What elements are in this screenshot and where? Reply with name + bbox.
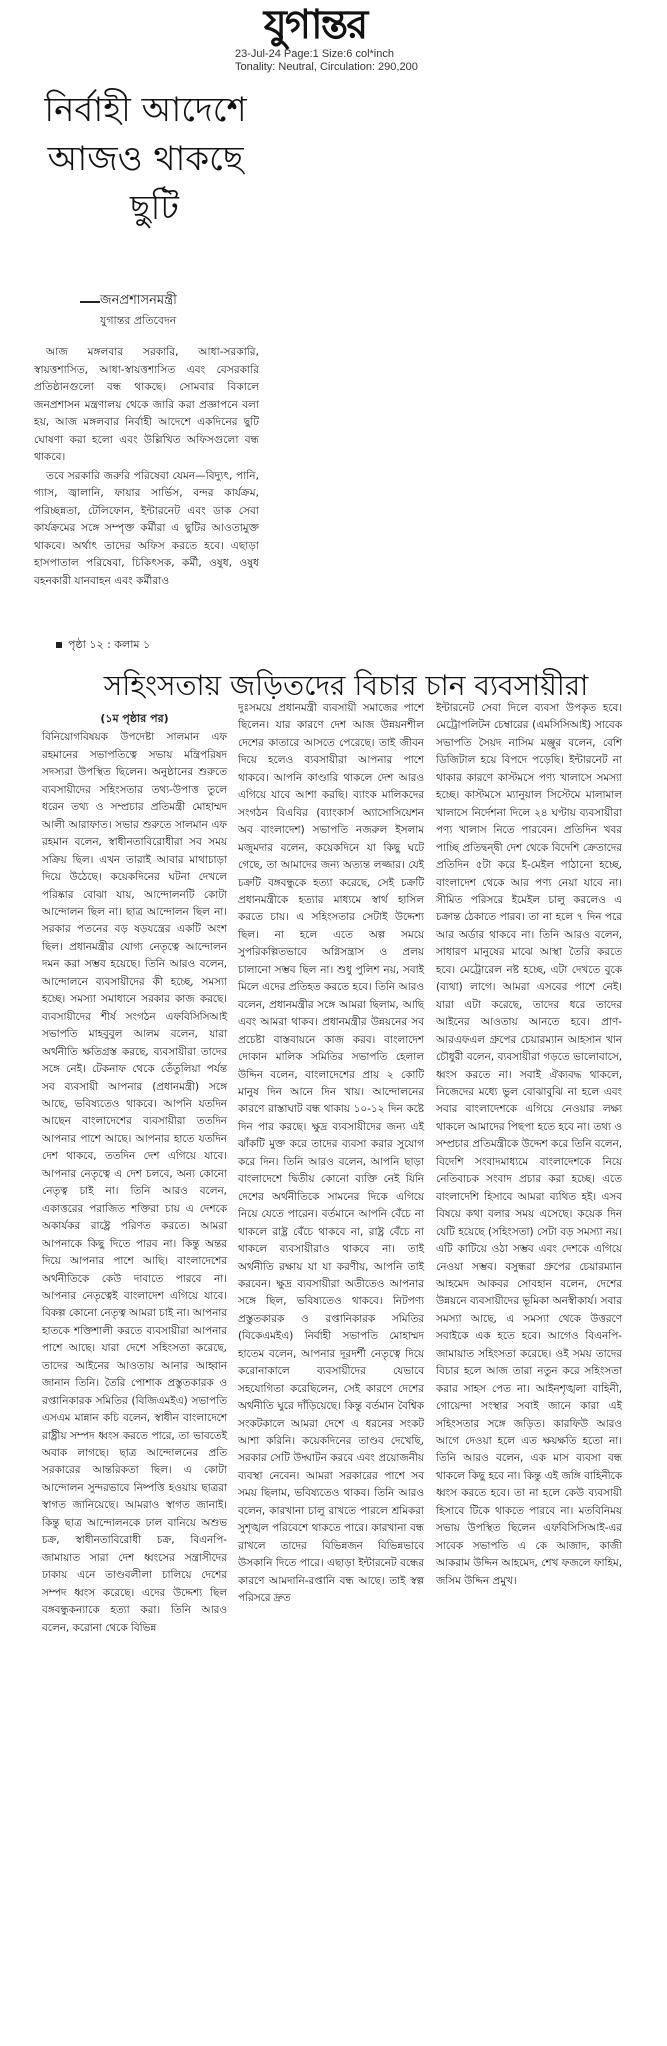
continuation-note (56, 636, 150, 655)
main-headline: সহিংসতায় জড়িতদের বিচার চান ব্যবসায়ীরা (103, 669, 589, 702)
article-column-2 (238, 700, 424, 1608)
newspaper-masthead: যুগান্তর (263, 1, 367, 48)
column-text: দুঃসময়ে প্রধানমন্ত্রী ব্যবসায়ী সমাজের পাশে ছিলেন। যার কারণে দেশ আজ উন্নয়নশীল দেশের কাতারে আসতে পেরেছে। তাই জীবন দিয়ে হলেও ব্যবসায়ীরা আপনার পাশে থাকবে। আপনি কাণ্ডারি থাকলে দেশ আরও এগিয়ে যাবে আশা করছি। ব্যাংক মালিকদের সংগঠন বিএবির (ব্যাংকার্স অ্যাসোসিয়েশন অব বাংলাদেশ) সভাপতি নজরুল ইসলাম মজুমদার বলেন, কয়েকদিনে যা কিছু ঘটে গেছে, তা আমাদের জন্য অত্যন্ত লজ্জার। যেই চক্রটি বঙ্গবন্ধুকে হত্যা করেছে, সেই চক্রটি প্রধানমন্ত্রীকে হত্যার মাধ্যমে স্বার্থ হাসিল করতে চায়। এ সহিংসতার সেটাই উদ্দেশ্য ছিল। না হলে এতে অল্প সময়ে সুপরিকল্পিতভাবে অগ্নিসন্ত্রাস ও প্রলয় চালানো সম্ভব ছিল না। শুধু পুলিশ নয়, সবাই মিলে এদের প্রতিহত করতে হবে। তিনি আরও বলেন, প্রধানমন্ত্রীর সঙ্গে আমরা ছিলাম, আছি এবং আমরা থাকব। প্রধানমন্ত্রীর উন্নয়নের সব প্রচেষ্টা বাস্তবায়নে কাজ করব। বাংলাদেশ দোকান মালিক সমিতির সভাপতি হেলাল উদ্দিন বলেন, বাংলাদেশের প্রায় ২ কোটি মানুষ দিন আনে দিন খায়। আন্দোলনের কারণে রাস্তাঘাট বন্ধ থাকায় ১০-১২ দিন কষ্টে দিন পার করছে। ক্ষুদ্র ব্যবসায়ীদের জন্য এই ঝাঁকটি মুক্ত করে তাদের ব্যবসা করার সুযোগ করে দিন। তিনি আরও বলেন, আপনি ছাড়া বাংলাদেশে দ্বিতীয় কোনো ব্যক্তি নেই যিনি দেশের অর্থনীতিকে সামনের দিকে এগিয়ে নিয়ে যেতে পারেন। বর্তমানে আপনি বেঁচে না থাকলে রাষ্ট্র বেঁচে থাকবে না, রাষ্ট্র বেঁচে না থাকলে ব্যবসায়ীরাও থাকবে না। তাই অর্থনীতি রক্ষায় যা যা করণীয়, আপনি তাই করবেন। ক্ষুদ্র ব্যবসায়ীরা অতীতেও আপনার সঙ্গে ছিল, ভবিষ্যতেও থাকবে। নিটপণ্য প্রস্তুতকারক ও রপ্তানিকারক সমিতির (বিকেএমইএ) নির্বাহী সভাপতি মোহাম্মদ হাতেম বলেন, আপনার দূরদর্শী নেতৃত্বে দিয়ে করোনাকালে ব্যবসায়ীদের যেভাবে সহযোগিতা করেছিলেন, সেই কারণে দেশের অর্থনীতি ঘুরে দাঁড়িয়েছে। কিন্তু বর্তমান বৈশ্বিক সংকটকালে আমরা দেশে এ ধরনের সংকট আশা করিনি। কয়েকদিনের তাণ্ডব দেখেছি, সরকার সেটি উদ্ঘাটন করবে এবং প্রয়োজনীয় ব্যবস্থা নেবেন। আমরা সরকারের পাশে সব সময় ছিলাম, ভবিষ্যতেও থাকব। তিনি আরও বলেন, কারখানা চালু রাখতে পারলে শ্রমিকরা সুশৃঙ্খল পরিবেশে থাকতে পারে। কারখানা বন্ধ রাখলে তাদের বিভিন্নজন বিভিন্নভাবে উসকানি দিতে পারে। এছাড়া ইন্টারনেট বন্ধের কারণে আমদানি-রপ্তানি বন্ধ আছে। তাই স্বল্প পরিসরে দ্রুত (238, 702, 424, 1605)
top-headline-line2: আজও থাকছে (47, 139, 244, 179)
byline: জনপ্রশাসনমন্ত্রী (100, 293, 177, 308)
column-text: বিনিয়োগবিষয়ক উপদেষ্টা সালমান এফ রহমানের সভাপতিত্বে সভায় মন্ত্রিপরিষদ সদস্যরা উপস্থিত ছিলেন। অনুষ্ঠানের শুরুতে ব্যবসায়ীদের সহিংসতার তথ্য-উপাত্ত তুলে ধরেন তথ্য ও সম্প্রচার প্রতিমন্ত্রী মোহাম্মদ আলী আরাফাত। সভার শুরুতে সালমান এফ রহমান বলেন, স্বাধীনতাবিরোধীরা সব সময় সক্রিয় ছিল। এখন তারাই আবার মাথাচাড়া দিয়ে উঠেছে। কয়েকদিনের ঘটনা দেখলে পরিষ্কার বোঝা যায়, আন্দোলনটি কোটা আন্দোলন ছিল না। ছাত্র আন্দোলন ছিল না। সরকার পতনের বড় ষড়যন্ত্রের একটি অংশ ছিল। প্রধানমন্ত্রীর যোগ্য নেতৃত্বে আন্দোলন দমন করা সম্ভব হয়েছে। তিনি আরও বলেন, আন্দোলনে ব্যবসায়ীদের কী হচ্ছে, সমস্যা হচ্ছে। সমস্যা সমাধানে সরকার কাজ করছে। ব্যবসায়ীদের শীর্ষ সংগঠন এফবিসিসিআই সভাপতি মাহবুবুল আলম বলেন, যারা অর্থনীতি ক্ষতিগ্রস্ত করছে, ব্যবসায়ীরা তাদের সঙ্গে নেই। টেকনাফ থেকে তেঁতুলিয়া পর্যন্ত সব ব্যবসায়ী আপনার (প্রধানমন্ত্রী) সঙ্গে আছে, ভবিষ্যতেও থাকবে। আপনি যতদিন আছেন বাংলাদেশের ব্যবসায়ীরা ততদিন আপনার পাশে আছে। আপনার হাতে যতদিন দেশ থাকবে, ততদিন দেশ এগিয়ে যাবে। আপনার নেতৃত্বে এ দেশ চলবে, অন্য কোনো নেতৃত্ব চাই না। তিনি আরও বলেন, একাত্তরের পরাজিত শক্তিরা চায় এ দেশকে অকার্যকর রাষ্ট্রে পরিণত করতে। আমরা আপনাকে কিছু দিতে পারব না। কিন্তু অন্তর দিয়ে আপনার পাশে আছি। বাংলাদেশের অর্থনীতিকে কেউ দাবাতে পারবে না। আপনার নেতৃত্বেই বাংলাদেশ এগিয়ে যাবে। বিকল্প কোনো নেতৃত্ব আমরা চাই না। আপনার হাতকে শক্তিশালী করতে ব্যবসায়ীরা আপনার পাশে আছে। যারা দেশে সহিংসতা করেছে, তাদের আইনের আওতায় আনার আহ্বান জানান তিনি। তৈরি পোশাক প্রস্তুতকারক ও রপ্তানিকারক সমিতির (বিজিএমইএ) সভাপতি এসএম মান্নান কচি বলেন, স্বাধীন বাংলাদেশে রাষ্ট্রীয় সম্পদ ধ্বংস করতে পারে, তা ভাবতেই অবাক লাগছে। ছাত্র আন্দোলনের প্রতি সরকারের আন্তরিকতা ছিল। এ কোটা আন্দোলন সুন্দরভাবে নিষ্পত্তি হওয়ায় ছাত্ররা স্বাগত জানিয়েছে। আমরাও স্বাগত জানাই। কিন্তু ছাত্র আন্দোলনকে ঢাল বানিয়ে অশুভ চক্র, স্বাধীনতাবিরোধী চক্র, বিএনপি-জামায়াত সারা দেশ ধ্বংসের সন্ত্রাসীদের ঢাকায় এনে তাণ্ডবলীলা চালিয়ে দেশের সম্পদ ধ্বংস করেছে। এদের উদ্দেশ্য ছিল বঙ্গবন্ধুকন্যাকে হত্যা করা। তিনি আরও বলেন, করোনা থেকে বিভিন্ন (42, 731, 227, 1634)
clip-meta-tonality: Tonality: Neutral, Circulation: 290,200 (235, 61, 418, 73)
top-headline-line3: ছুটি (130, 188, 179, 228)
top-article-para: তবে সরকারি জরুরি পরিষেবা যেমন—বিদ্যুৎ, পানি, গ্যাস, জ্বালানি, ফায়ার সার্ভিস, বন্দর কার্যক্রম, পরিচ্ছন্নতা, টেলিফোন, ইন্টারনেট এবং ডাক সেবা কার্যক্রমের সঙ্গে সম্পৃক্ত কর্মীরা এ ছুটির আওতামুক্ত থাকবে। অর্থাৎ তাদের অফিস করতে হবে। এছাড়া হাসপাতাল পরিষেবা, চিকিৎসক, কর্মী, ওষুধ, ওষুধ বহনকারী যানবাহন এবং কর্মীরাও (34, 469, 259, 587)
square-bullet-icon (56, 642, 62, 648)
main-article-body (42, 700, 662, 2040)
continuation-text: পৃষ্ঠা ১২ : কলাম ১ (68, 638, 151, 651)
top-headline-line1: নির্বাহী আদেশে (44, 90, 247, 130)
clip-meta (235, 48, 495, 74)
continued-from-label: (১ম পৃষ্ঠার পর) (100, 712, 169, 725)
top-headline (38, 86, 253, 233)
clip-meta-date-size: 23-Jul-24 Page:1 Size:6 col*inch (235, 48, 394, 60)
article-column-1 (42, 710, 227, 1637)
column-text: ইন্টারনেট সেবা দিলে ব্যবসা উপকৃত হবে। মেট্রোপলিটন চেম্বারের (এমসিসিআই) সাবেক সভাপতি সৈয়দ নাসিম মঞ্জুর বলেন, বেশি ডিজিটাল হয়ে বিপদে পড়েছি। ইন্টারনেট না থাকার কারণে কাস্টমসে পণ্য খালাসে সমস্যা হচ্ছে। কাস্টমসে ম্যানুয়াল সিস্টেমে মালামাল খালাসে নির্দেশনা দিলে ২৪ ঘণ্টায় ব্যবসায়ীরা পণ্য খালাস নিতে পারবেন। প্রতিদিন খবর পাচ্ছি প্রতিদ্বন্দ্বী দেশ থেকে বিদেশি ক্রেতাদের প্রতিদিন ৫টা করে ই-মেইল পাঠানো হচ্ছে, বাংলাদেশ থেকে আর পণ্য নেয়া যাবে না। সীমিত পরিসরে ইমেইল চালু করলেও এ চক্রান্ত ঠেকাতে পারব। তা না হলে ৭ দিন পরে আর অর্ডার থাকবে না। তিনি আরও বলেন, সাধারণ মানুষের মাঝে আস্থা তৈরি করতে হবে। মেট্রোরেল নষ্ট হচ্ছে, এটা দেখতে বুকে (ব্যথা) লাগে। আমরা এসবের পাশে নেই। যারা এটা করেছে, তাদের ধরে তাদের আইনের আওতায় আনতে হবে। প্রাণ-আরএফএল গ্রুপের চেয়ারম্যান আহসান খান চৌধুরী বলেন, ব্যবসায়ীরা গড়তে ভালোবাসে, ধ্বংস করতে না। সবাই ঐক্যবদ্ধ থাকলে, নিজেদের মধ্যে ভুল বোঝাবুঝি না হলে এবং সবার বাংলাদেশকে এগিয়ে নেওয়ার লক্ষ্য থাকলে আমাদের পিছপা হতে হবে না। তথ্য ও সম্প্রচার প্রতিমন্ত্রীকে উদ্দেশ করে তিনি বলেন, বিদেশি সংবাদমাধ্যমে বাংলাদেশকে নিয়ে নেতিবাচক সংবাদ প্রচার করা হচ্ছে। এতে বাংলাদেশি হিসাবে আমরা ব্যথিত হই। এসব বিষয়ে কথা বলার সময় এসেছে। কয়েক দিন যেটি হয়েছে (সহিংসতা) সেটা বড় সমস্যা নয়। এটি কাটিয়ে ওঠা সম্ভব এবং দেশকে এগিয়ে নেওয়া সম্ভব। বসুন্ধরা গ্রুপের চেয়ারম্যান আহমেদ আকবর সোবহান বলেন, দেশের উন্নয়নে ব্যবসায়ীদের ভূমিকা অনস্বীকার্য। সবার সমস্যা আছে, এ সমস্যা থেকে উত্তরণে সবাইকে এক হতে হবে। আগেও বিএনপি-জামায়াত সহিংসতা করেছে। ওই সময় তাদের বিচার হলে আজ তারা নতুন করে সহিংসতা করার সাহস পেত না। আইনশৃঙ্খলা বাহিনী, গোয়েন্দা সংস্থার সবাই জানে কারা এই সহিংসতার সঙ্গে জড়িত। কারফিউ আরও আগে দেওয়া হলে এত ক্ষয়ক্ষতি হতো না। তিনি আরও বলেন, এক মাস ব্যবসা বন্ধ থাকলে কিছু হবে না। কিন্তু এই জঙ্গি বাহিনীকে ধ্বংস করতে হবে। তা না হলে কেউ ব্যবসায়ী হিসাবে টিকে থাকতে পারবে না। মতবিনিময় সভায় উপস্থিত ছিলেন এফবিসিসিআই-এর সাবেক সভাপতি এ কে আজাদ, কাজী আকরাম উদ্দিন আহমেদ, শেখ ফজলে ফাহিম, জসিম উদ্দিন প্রমুখ। (436, 702, 622, 1587)
byline-rule (80, 301, 100, 303)
article-column-3 (436, 700, 622, 1590)
top-article-para: আজ মঙ্গলবার সরকারি, আধা-সরকারি, স্বায়ত্তশাসিত, আধা-স্বায়ত্তশাসিত এবং বেসরকারি প্রতিষ্ঠানগুলো বন্ধ থাকছে। সোমবার বিকালে জনপ্রশাসন মন্ত্রণালয় থেকে জারি করা প্রজ্ঞাপনে বলা হয়, আজ মঙ্গলবার নির্বাহী আদেশে একদিনের ছুটি ঘোষণা করা হলো এবং উল্লিখিত অফিসগুলো বন্ধ থাকবে। (34, 346, 259, 463)
top-article-body (34, 344, 259, 590)
top-article (30, 86, 262, 651)
byline-reporter: যুগান্তর প্রতিবেদন (100, 314, 177, 327)
